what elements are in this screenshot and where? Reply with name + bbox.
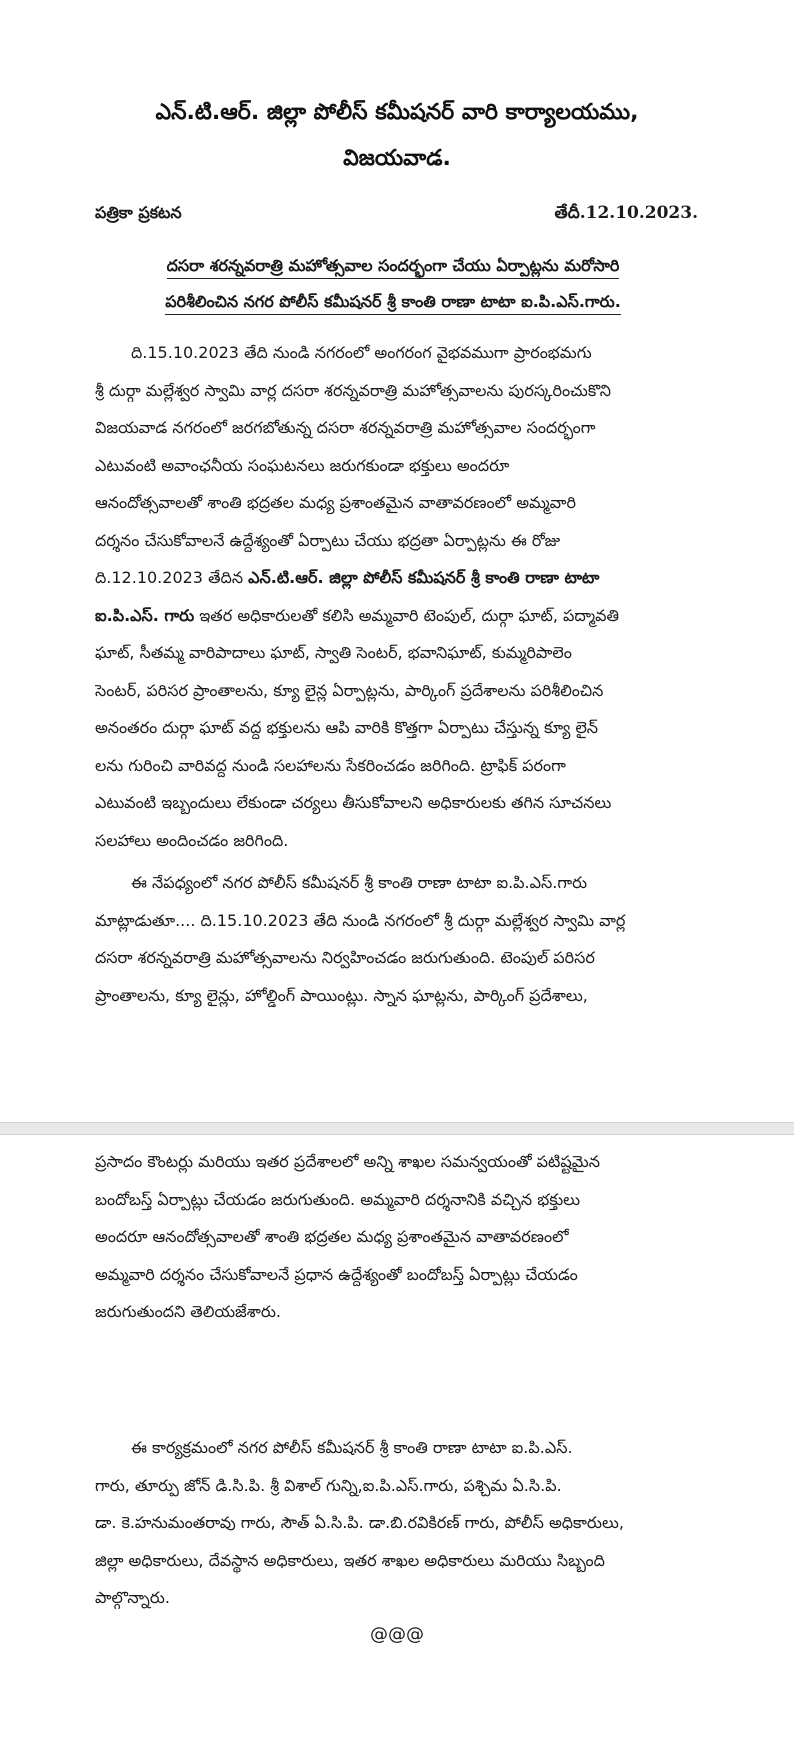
paragraph-line: జరుగుతుందని తెలియజేశారు. bbox=[95, 1302, 281, 1321]
paragraph-line: బందోబస్త్ ఏర్పాట్లు చేయడం జరుగుతుంది. అమ్మవారి దర్శనానికి వచ్చిన భక్తులు bbox=[95, 1189, 581, 1209]
paragraph-line: ప్రాంతాలను, క్యూ లైన్లు, హోల్డింగ్ పాయింట్లు. స్నాన ఘాట్లను, పార్కింగ్ ప్రదేశాలు, bbox=[95, 985, 588, 1005]
paragraph-line: మాట్లాడుతూ.... ది.15.10.2023 తేది నుండి నగరంలో శ్రీ దుర్గా మల్లేశ్వర స్వామి వార్ల bbox=[95, 910, 626, 930]
paragraph-line bbox=[95, 597, 699, 635]
commissioner-title: ఐ.పి.ఎస్. గారు bbox=[95, 605, 195, 625]
paragraph-line: ఘాట్, సీతమ్మ వారిపాదాలు ఘాట్, స్వాతి సెంటర్, భవానిఘాట్, కుమ్మరిపాలెం bbox=[95, 643, 572, 662]
press-release-label: పత్రికా ప్రకటన bbox=[95, 203, 182, 222]
paragraph-line: సెంటర్, పరిసర ప్రాంతాలను, క్యూ లైన్ల ఏర్పాట్లను, పార్కింగ్ ప్రదేశాలను పరిశీలించిన bbox=[95, 680, 604, 700]
paragraph-line: లను గురించి వారివద్ద నుండి సలహాలను సేకరించడం జరిగింది. ట్రాఫిక్ పరంగా bbox=[95, 755, 566, 775]
paragraph-line: జిల్లా అధికారులు, దేవస్థాన అధికారులు, ఇతర శాఖల అధికారులు మరియు సిబ్బంది bbox=[95, 1550, 605, 1570]
paragraph-line: ఆనందోత్సవాలతో శాంతి భద్రతల మధ్య ప్రశాంతమైన వాతావరణంలో అమ్మవారి bbox=[95, 493, 576, 512]
paragraph-line: శ్రీ దుర్గా మల్లేశ్వర స్వామి వార్ల దసరా శరన్నవరాత్రి మహోత్సవాలను పురస్కరించుకొని bbox=[95, 380, 612, 400]
document-page-2 bbox=[0, 1135, 794, 1749]
paragraph-line: దసరా శరన్నవరాత్రి మహోత్సవాలను నిర్వహించడం జరుగుతుంది. టెంపుల్ పరిసర bbox=[95, 948, 595, 967]
press-release-date: తేదీ.12.10.2023. bbox=[554, 203, 698, 223]
paragraph-line: అమ్మవారి దర్శనం చేసుకోవాలనే ప్రధాన ఉద్దేశ్యంతో బందోబస్త్ ఏర్పాట్లు చేయడం bbox=[95, 1264, 578, 1284]
office-title: ఎన్.టి.ఆర్. జిల్లా పోలీస్ కమీషనర్ వారి కార్యాలయము, bbox=[155, 100, 639, 125]
paragraph-line: ఈ నేపధ్యంలో నగర పోలీస్ కమీషనర్ శ్రీ కాంతి రాణా టాటా ఐ.పి.ఎస్.గారు bbox=[131, 873, 588, 892]
paragraph-line: దర్శనం చేసుకోవాలనే ఉద్దేశ్యంతో ఏర్పాటు చేయు భద్రతా ఏర్పాట్లను ఈ రోజు bbox=[95, 530, 561, 550]
paragraph-line: విజయవాడ నగరంలో జరగబోతున్న దసరా శరన్నవరాత్రి మహోత్సవాల సందర్భంగా bbox=[95, 418, 596, 437]
commissioner-name: ఎన్.టి.ఆర్. జిల్లా పోలీస్ కమీషనర్ శ్రీ కాంతి రాణా టాటా bbox=[248, 568, 600, 587]
paragraph-line: అందరూ ఆనందోత్సవాలతో శాంతి భద్రతల మధ్య ప్రశాంతమైన వాతావరణంలో bbox=[95, 1227, 569, 1246]
paragraph-1 bbox=[95, 334, 699, 859]
paragraph-3 bbox=[95, 1143, 699, 1331]
paragraph-line bbox=[95, 559, 699, 597]
paragraph-line: ఎటువంటి ఇబ్బందులు లేకుండా చర్యలు తీసుకోవాలని అధికారులకు తగిన సూచనలు bbox=[95, 793, 612, 812]
paragraph-text: ఇతర అధికారులతో కలిసి అమ్మవారి టెంపుల్, దుర్గా ఘాట్, పద్మావతి bbox=[194, 605, 619, 625]
page-separator bbox=[0, 1122, 794, 1135]
paragraph-line: ది.15.10.2023 తేది నుండి నగరంలో అంగరంగ వైభవముగా ప్రారంభమగు bbox=[131, 343, 592, 362]
paragraph-line: ప్రసాదం కౌంటర్లు మరియు ఇతర ప్రదేశాలలో అన్ని శాఖల సమన్వయంతో పటిష్టమైన bbox=[95, 1152, 600, 1171]
paragraph-line: డా. కె.హనుమంతరావు గారు, సౌత్ ఏ.సి.పి. డా.బి.రవికిరణ్ గారు, పోలీస్ అధికారులు, bbox=[95, 1513, 624, 1532]
paragraph-line: సలహాలు అందించడం జరిగింది. bbox=[95, 830, 289, 850]
end-mark: @@@ bbox=[370, 1624, 424, 1645]
paragraph-line: అనంతరం దుర్గా ఘాట్ వద్ద భక్తులను ఆపి వారికి కొత్తగా ఏర్పాటు చేస్తున్న క్యూ లైన్ bbox=[95, 718, 599, 737]
office-city: విజయవాడ. bbox=[343, 146, 451, 171]
paragraph-line: ఎటువంటి అవాంఛనీయ సంఘటనలు జరుగకుండా భక్తులు అందరూ bbox=[95, 455, 510, 475]
paragraph-line: గారు, తూర్పు జోన్ డి.సి.పి. శ్రీ విశాల్ గున్ని,ఐ.పి.ఎస్.గారు, పశ్చిమ ఏ.సి.పి. bbox=[95, 1475, 562, 1495]
paragraph-line: ఈ కార్యక్రమంలో నగర పోలీస్ కమీషనర్ శ్రీ కాంతి రాణా టాటా ఐ.పి.ఎస్. bbox=[131, 1438, 573, 1457]
paragraph-4 bbox=[95, 1429, 699, 1617]
paragraph-line: పాల్గొన్నారు. bbox=[95, 1588, 170, 1607]
paragraph-2 bbox=[95, 864, 699, 1014]
subject-line-2: పరిశీలించిన నగర పోలీస్ కమీషనర్ శ్రీ కాంతి రాణా టాటా ఐ.పి.ఎస్.గారు. bbox=[128, 288, 658, 316]
subject-line-1: దసరా శరన్నవరాత్రి మహోత్సవాల సందర్భంగా చేయు ఏర్పాట్లను మరోసారి bbox=[128, 252, 658, 280]
date-text: ది.12.10.2023 తేదిన bbox=[95, 568, 249, 587]
